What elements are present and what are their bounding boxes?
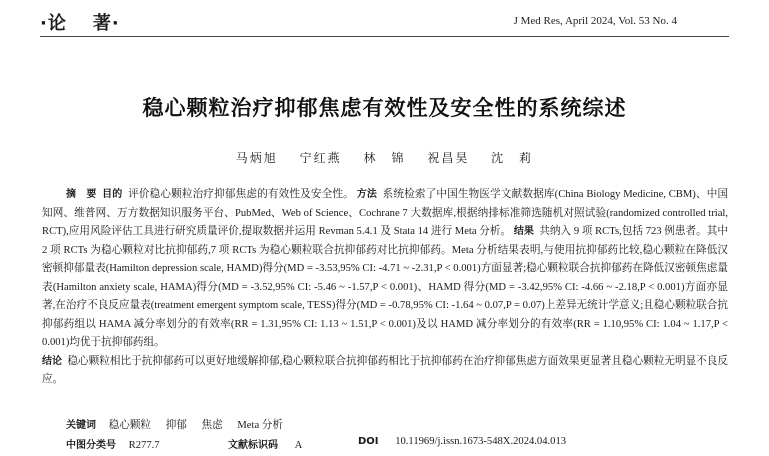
keyword: 焦虑 [201, 420, 223, 431]
section-label-right: 著· [92, 13, 120, 34]
doi-value: 10.11969/j.issn.1673-548X.2024.04.013 [395, 436, 567, 447]
author: 马炳旭 [235, 151, 278, 165]
paper-title: 稳心颗粒治疗抑郁焦虑有效性及安全性的系统综述 [142, 96, 627, 120]
objective-text: 评价稳心颗粒治疗抑郁焦虑的有效性及安全性。 [128, 189, 354, 200]
results-label: 结果 [513, 226, 534, 237]
results-text: 共纳入 9 项 RCTs,包括 723 例患者。其中 2 项 RCTs 为稳心颗粒对比抗抑郁药,7 项 RCTs 为稳心颗粒联合抗抑郁药对比抗抑郁药。Meta 分析结果表明,与使用抗抑郁药比较,稳心颗粒在降低汉密顿抑郁量表(Hamilton depression scale, HAMD)得分(MD = -3.53,95% CI: -4.71 ~ -2.31,P < 0.001)方面显著;稳心颗粒联合抗抑郁药在降低汉密顿焦虑量表(Hamilton anxiety scale, HAMA)得分(MD = -3.52,95% CI: -5.46 ~ -1.57,P < 0.001)、HAMD 得分(MD = -3.42,95% CI: -4.66 ~ -2.18,P < 0.001)方面亦显著,在治疗不良反应量表(treatment emergent symptom scale, TESS)得分(MD = -0.78,95% CI: -1.64 ~ 0.07,P = 0.07)上差异无统计学意义;且稳心颗粒联合抗抑郁药组以 HAMA 减分率划分的有效率(RR = 1.31,95% CI: 1.13 ~ 1.51,P < 0.001)及以 HAMD 减分率划分的有效率(RR = 1.10,95% CI: 1.04 ~ 1.17,P < 0.001)均优于抗抑郁药组。 [42, 226, 729, 348]
abstract [42, 186, 728, 390]
keyword: 抑郁 [165, 420, 187, 431]
conclusion-label: 结论 [42, 355, 63, 367]
classification-label: 中图分类号 [66, 440, 116, 451]
section-label [40, 9, 120, 35]
keywords-line [66, 416, 295, 432]
author-list [0, 149, 769, 166]
objective-label: 目的 [102, 189, 123, 200]
keywords-label: 关键词 [66, 420, 96, 431]
author: 林 锦 [363, 151, 406, 165]
abstract-body [42, 186, 728, 353]
classification-line [66, 436, 160, 451]
keyword: 稳心颗粒 [108, 420, 152, 431]
section-label-left: ·论 [40, 13, 67, 34]
document-id-value: A [294, 440, 303, 451]
author: 祝昌昊 [427, 151, 470, 165]
methods-text: 系统检索了中国生物医学文献数据库(China Biology Medicine, CBM)、中国知网、维普网、万方数据知识服务平台、PubMed、Web of Science、Cochrane 7 大数据库,根据纳排标准筛选随机对照试验(randomized controlled trial, RCT),应用风险评估工具进行研究质量评价,提取数据并运用 Revman 5.4.1 及 Stata 14 进行 Meta 分析。 [42, 189, 729, 237]
document-id-line [228, 436, 302, 451]
header-divider [40, 36, 729, 37]
author: 宁红燕 [299, 151, 342, 165]
conclusion-paragraph [42, 353, 728, 390]
doi-label: DOI [358, 436, 379, 447]
classification-value: R277.7 [128, 440, 160, 451]
doi-line [358, 436, 566, 447]
document-id-label: 文献标识码 [228, 440, 278, 451]
methods-label: 方法 [356, 189, 378, 200]
abstract-label: 摘 要 [66, 189, 97, 200]
keyword: Meta 分析 [237, 420, 283, 431]
journal-citation: J Med Res, April 2024, Vol. 53 No. 4 [513, 15, 677, 27]
author: 沈 莉 [491, 151, 534, 165]
conclusion-text: 稳心颗粒相比于抗抑郁药可以更好地缓解抑郁,稳心颗粒联合抗抑郁药相比于抗抑郁药在治疗抑郁焦虑方面效果更显著且稳心颗粒无明显不良反应。 [42, 355, 729, 385]
